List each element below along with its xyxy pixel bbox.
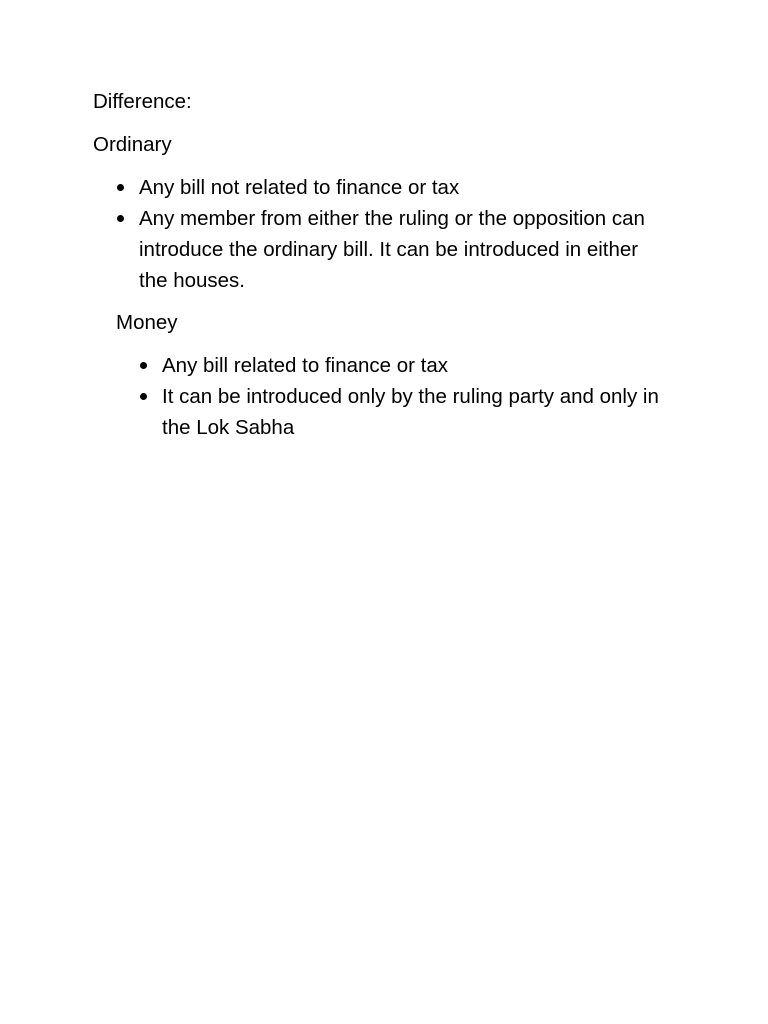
list-item [162,350,682,381]
section-heading-ordinary: Ordinary [93,133,172,156]
list-item [139,172,659,203]
bullet-icon [117,184,124,191]
list-item-text: It can be introduced only by the ruling party and only in the Lok Sabha [162,385,659,439]
ordinary-bill-list [139,172,659,296]
bullet-icon [140,393,147,400]
bullet-icon [140,362,147,369]
bullet-icon [117,215,124,222]
list-item-text: Any bill not related to finance or tax [139,176,460,199]
document-heading: Difference: [93,90,192,113]
list-item-text: Any member from either the ruling or the opposition can introduce the ordinary bill. It can be introduced in either the houses. [139,207,645,292]
list-item [162,381,682,443]
list-item [139,203,659,296]
section-heading-money: Money [116,311,178,334]
list-item-text: Any bill related to finance or tax [162,354,449,377]
money-bill-list [162,350,682,443]
